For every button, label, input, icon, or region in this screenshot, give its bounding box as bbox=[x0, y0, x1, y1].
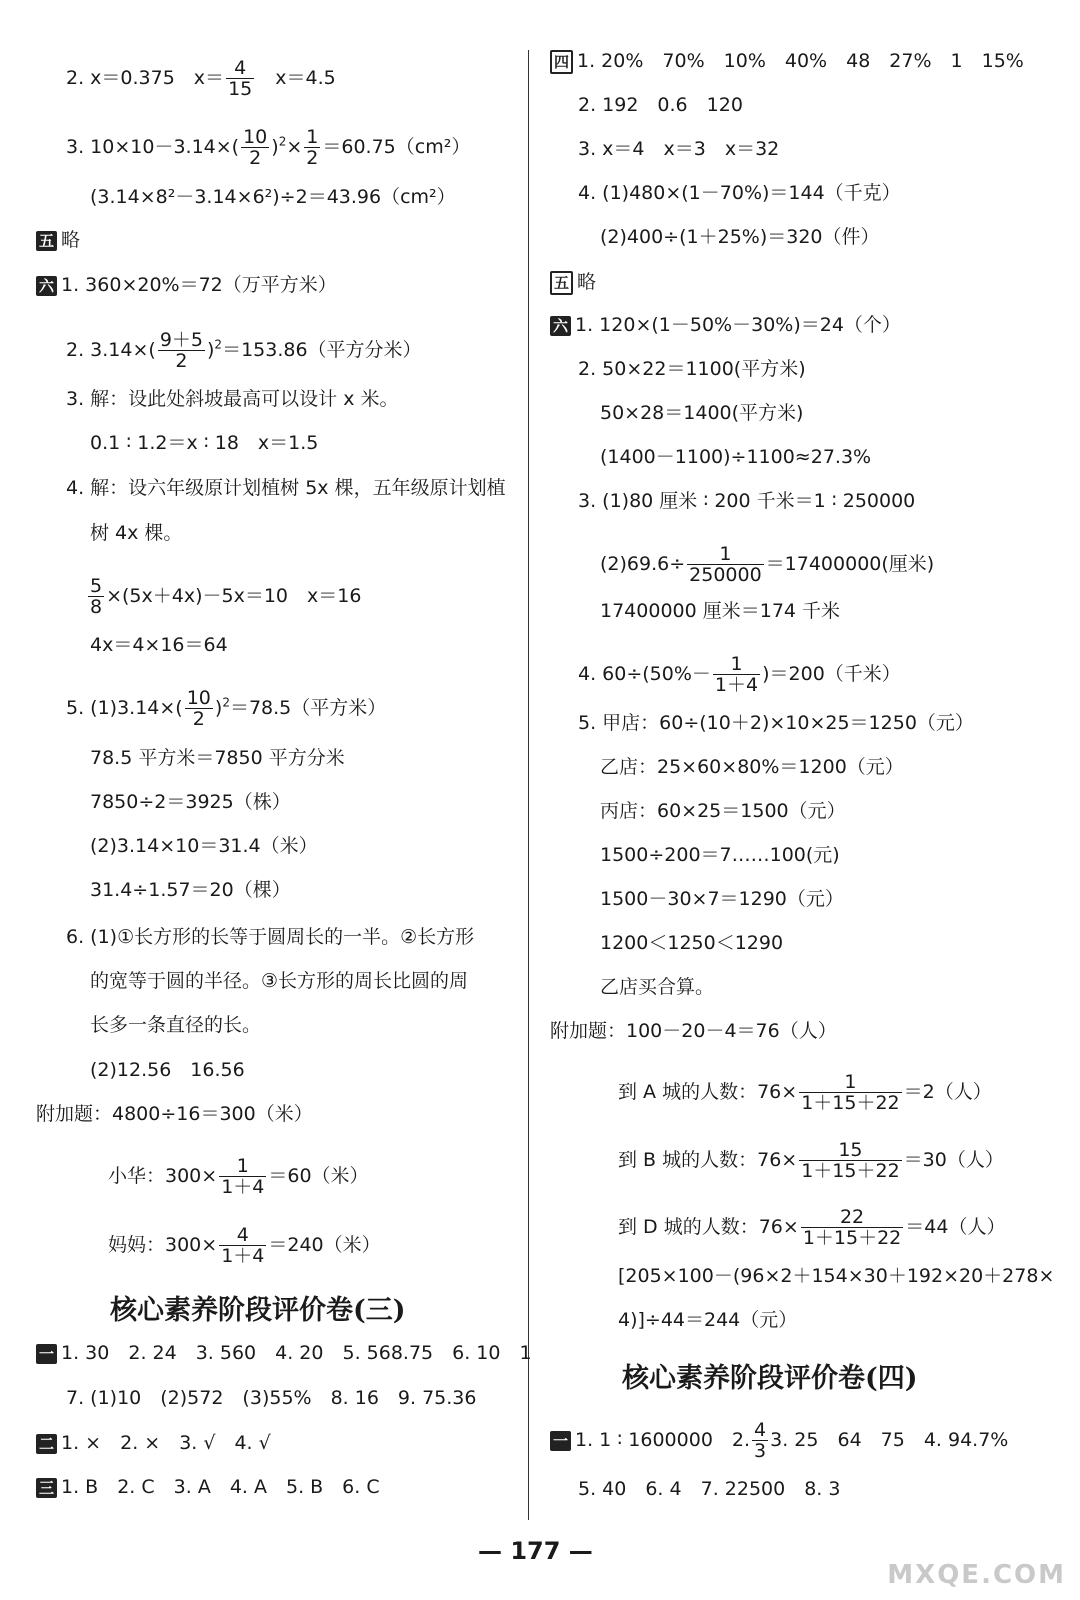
answer-line: 5. 40 6. 4 7. 22500 8. 3 bbox=[578, 1478, 841, 1500]
section-title: 核心素养阶段评价卷(三) bbox=[110, 1295, 406, 1326]
fraction: $\frac{1}{2}$ bbox=[306, 126, 319, 169]
answer-line: 长多一条直径的长。 bbox=[90, 1014, 262, 1036]
answer-line: 2. 50×22＝1100(平方米) bbox=[578, 358, 806, 380]
section-six: 六 1. 360×20%＝72（万平方米） bbox=[36, 272, 337, 298]
page-number: — 177 — bbox=[478, 1537, 593, 1565]
section-one: 一 1. 1 ∶ 1600000 2. $\frac{4}{3}$ 3. 25 64 75 4. 94.7% bbox=[550, 1420, 1008, 1461]
fraction: $\frac{1}{1+4}$ bbox=[714, 653, 759, 696]
answer-line: (2)400÷(1＋25%)＝320（件） bbox=[600, 226, 880, 248]
answer-line: 丙店：60×25＝1500（元） bbox=[600, 800, 846, 822]
answer-line: 小华：300× $\frac{1}{1+4}$ ＝60（米） bbox=[108, 1155, 369, 1198]
fraction: $\frac{5}{8}$ bbox=[90, 575, 103, 618]
section-badge: 四 bbox=[550, 50, 573, 74]
answer-line: 4. 解：设六年级原计划植树 5x 棵，五年级原计划植 bbox=[66, 477, 506, 499]
answer-line: 乙店：25×60×80%＝1200（元） bbox=[600, 756, 904, 778]
answer-line: 7. (1)10 (2)572 (3)55% 8. 16 9. 75.36 bbox=[66, 1387, 477, 1409]
fraction: $\frac{15}{1+15+22}$ bbox=[801, 1139, 900, 1182]
fraction: $\frac{22}{1+15+22}$ bbox=[802, 1206, 902, 1249]
section-five: 五 略 bbox=[550, 269, 596, 295]
watermark: MXQE.COM bbox=[887, 1560, 1066, 1590]
answer-line: 2. 192 0.6 120 bbox=[578, 94, 743, 116]
answer-line: 1200＜1250＜1290 bbox=[600, 932, 784, 954]
section-two: 二 1. × 2. × 3. √ 4. √ bbox=[36, 1430, 271, 1456]
column-divider bbox=[528, 50, 529, 1520]
bonus-question: 附加题：4800÷16＝300（米） bbox=[36, 1103, 313, 1125]
answer-line: 5. (1)3.14×( $\frac{10}{2}$ )$^2$＝78.5（平方米） bbox=[66, 687, 387, 730]
section-one: 一 1. 30 2. 24 3. 560 4. 20 5. 568.75 6. 10 1 bbox=[36, 1340, 532, 1366]
section-five: 五 略 bbox=[36, 227, 80, 253]
fraction: $\frac{1}{1+15+22}$ bbox=[801, 1071, 900, 1114]
section-badge: 五 bbox=[550, 271, 573, 295]
answer-line: 78.5 平方米＝7850 平方分米 bbox=[90, 747, 345, 769]
answer-line: 4x＝4×16＝64 bbox=[90, 634, 228, 656]
answer-line: 3. (1)80 厘米 ∶ 200 千米＝1 ∶ 250000 bbox=[578, 490, 916, 512]
section-badge: 三 bbox=[36, 1478, 57, 1498]
answer-line: 31.4÷1.57＝20（棵） bbox=[90, 879, 291, 901]
section-badge: 六 bbox=[36, 276, 57, 296]
section-badge: 六 bbox=[550, 316, 571, 336]
answer-line: 4)]÷44＝244（元） bbox=[618, 1309, 798, 1331]
section-title: 核心素养阶段评价卷(四) bbox=[622, 1363, 918, 1394]
answer-line: 6. (1)①长方形的长等于圆周长的一半。②长方形 bbox=[66, 926, 475, 948]
answer-line: (2)12.56 16.56 bbox=[90, 1059, 245, 1081]
fraction: $\frac{10}{2}$ bbox=[186, 687, 211, 730]
answer-line: 50×28＝1400(平方米) bbox=[600, 402, 804, 424]
section-badge: 一 bbox=[36, 1344, 57, 1364]
answer-line: 4. 60÷(50%－ $\frac{1}{1+4}$ )＝200（千米） bbox=[578, 653, 901, 696]
answer-line: (2)69.6÷ $\frac{1}{250000}$ ＝17400000(厘米) bbox=[600, 543, 935, 586]
section-badge: 一 bbox=[550, 1431, 571, 1451]
fraction: $\frac{10}{2}$ bbox=[243, 126, 268, 169]
bonus-question: 附加题：100－20－4＝76（人） bbox=[550, 1020, 837, 1042]
section-four: 四 1. 20% 70% 10% 40% 48 27% 1 15% bbox=[550, 48, 1024, 74]
section-badge: 二 bbox=[36, 1434, 57, 1454]
answer-line: 到 B 城的人数：76× $\frac{15}{1+15+22}$ ＝30（人） bbox=[618, 1139, 1004, 1182]
answer-line: 4. (1)480×(1－70%)＝144（千克） bbox=[578, 182, 901, 204]
answer-line: 1500－30×7＝1290（元） bbox=[600, 888, 844, 910]
fraction: $\frac{4}{15}$ bbox=[228, 57, 253, 100]
answer-line: [205×100－(96×2＋154×30＋192×20＋278× bbox=[618, 1265, 1055, 1287]
answer-line: 0.1 ∶ 1.2＝x ∶ 18 x＝1.5 bbox=[90, 432, 319, 454]
answer-line: 3. 解：设此处斜坡最高可以设计 x 米。 bbox=[66, 388, 399, 410]
fraction: $\frac{4}{3}$ bbox=[754, 1419, 767, 1462]
fraction: $\frac{4}{1+4}$ bbox=[221, 1224, 265, 1267]
answer-line: 到 A 城的人数：76× $\frac{1}{1+15+22}$ ＝2（人） bbox=[618, 1071, 992, 1114]
answer-line: 17400000 厘米＝174 千米 bbox=[600, 600, 841, 622]
answer-line: 3. x＝4 x＝3 x＝32 bbox=[578, 138, 780, 160]
answer-line: 妈妈：300× $\frac{4}{1+4}$ ＝240（米） bbox=[108, 1224, 381, 1267]
fraction: $\frac{1}{250000}$ bbox=[689, 543, 762, 586]
answer-line: 的宽等于圆的半径。③长方形的周长比圆的周 bbox=[90, 970, 469, 992]
answer-line: (2)3.14×10＝31.4（米） bbox=[90, 835, 318, 857]
answer-line: 到 D 城的人数：76× $\frac{22}{1+15+22}$ ＝44（人） bbox=[618, 1206, 1006, 1249]
answer-line: 树 4x 棵。 bbox=[90, 522, 183, 544]
section-six: 六 1. 120×(1－50%－30%)＝24（个） bbox=[550, 312, 901, 338]
answer-line: (1400－1100)÷1100≈27.3% bbox=[600, 446, 872, 468]
answer-line: 2. x＝0.375 x＝ $\frac{4}{15}$ x＝4.5 bbox=[66, 57, 336, 100]
answer-line: 3. 10×10－3.14×( $\frac{10}{2}$ )$^2$× $\frac{1}{2}$ ＝60.75（cm²） bbox=[66, 126, 471, 169]
answer-line: 7850÷2＝3925（株） bbox=[90, 791, 291, 813]
answer-line: $\frac{5}{8}$ ×(5x＋4x)－5x＝10 x＝16 bbox=[90, 575, 362, 618]
answer-line: 1500÷200＝7……100(元) bbox=[600, 844, 840, 866]
section-badge: 五 bbox=[36, 231, 57, 251]
answer-line: 乙店买合算。 bbox=[600, 976, 715, 998]
fraction: $\frac{9+5}{2}$ bbox=[159, 329, 203, 372]
answer-line: 5. 甲店：60÷(10＋2)×10×25＝1250（元） bbox=[578, 712, 974, 734]
answer-line: (3.14×8²－3.14×6²)÷2＝43.96（cm²） bbox=[90, 186, 456, 208]
section-three: 三 1. B 2. C 3. A 4. A 5. B 6. C bbox=[36, 1474, 380, 1500]
fraction: $\frac{1}{1+4}$ bbox=[221, 1155, 265, 1198]
answer-line: 2. 3.14×( $\frac{9+5}{2}$ )$^2$＝153.86（平方分米） bbox=[66, 329, 422, 372]
